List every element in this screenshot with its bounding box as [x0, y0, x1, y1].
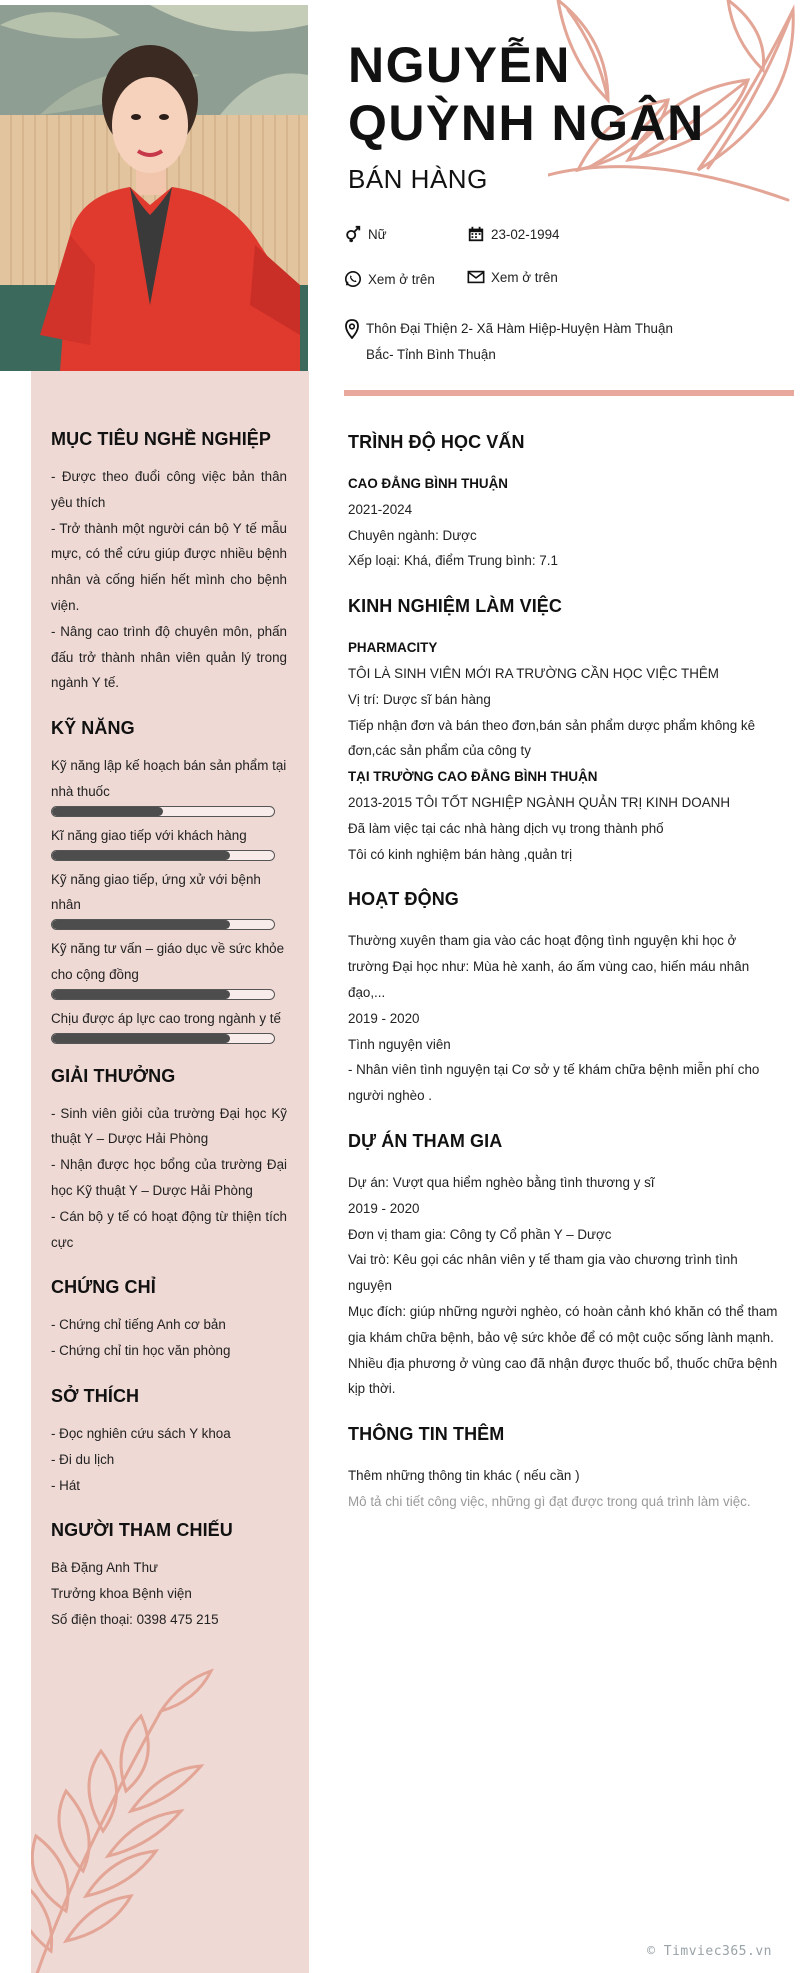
experience-line: TÔI LÀ SINH VIÊN MỚI RA TRƯỜNG CẦN HỌC VIỆC THÊM [348, 665, 719, 681]
hobbies-section [51, 1386, 287, 1498]
calendar-icon [467, 225, 485, 243]
skill-bar [51, 919, 275, 930]
job-position: BÁN HÀNG [348, 164, 488, 194]
references-section [51, 1520, 287, 1632]
section-title: THÔNG TIN THÊM [348, 1424, 505, 1445]
more-info-section [348, 1424, 778, 1515]
skill-bar-fill [52, 1034, 230, 1043]
skill-bar-fill [52, 851, 230, 860]
skill-name: Kỹ năng tư vấn – giáo dục về sức khỏe cho cộng đồng [51, 941, 285, 982]
skill-item [51, 867, 287, 931]
skill-name: Kĩ năng giao tiếp với khách hàng [51, 827, 247, 843]
skill-item [51, 753, 287, 817]
email-info [467, 268, 558, 286]
phone-info [344, 270, 435, 288]
award-line: - Sinh viên giỏi của trường Đại học Kỹ thuật Y – Dược Hải Phòng [51, 1105, 287, 1147]
more-info-placeholder: Mô tả chi tiết công việc, những gì đạt được trong quá trình làm việc. [348, 1493, 751, 1509]
reference-line: Số điện thoại: 0398 475 215 [51, 1611, 219, 1627]
section-title: NGƯỜI THAM CHIẾU [51, 1520, 233, 1541]
education-line: Xếp loại: Khá, điểm Trung bình: 7.1 [348, 553, 558, 569]
mail-icon [467, 268, 485, 286]
experience-line: Vị trí: Dược sĩ bán hàng [348, 691, 491, 707]
gender-text: Nữ [368, 226, 387, 242]
address-text: Thôn Đại Thiện 2- Xã Hàm Hiệp-Huyện Hàm Thuận Bắc- Tỉnh Bình Thuận [366, 321, 673, 362]
activity-line: - Nhân viên tình nguyện tại Cơ sở y tế khám chữa bệnh miễn phí cho người nghèo . [348, 1062, 760, 1104]
birthday-info [467, 225, 560, 243]
skill-bar [51, 989, 275, 1000]
skill-bar [51, 850, 275, 861]
project-line: Vai trò: Kêu gọi các nhân viên y tế tham gia vào chương trình tình nguyện [348, 1252, 738, 1294]
section-title: GIẢI THƯỞNG [51, 1065, 176, 1086]
left-sidebar [31, 371, 309, 1973]
company-name: PHARMACITY [348, 640, 438, 656]
awards-section [51, 1066, 287, 1256]
project-line: Dự án: Vượt qua hiểm nghèo bằng tình thương y sĩ [348, 1174, 655, 1190]
project-line: 2019 - 2020 [348, 1200, 420, 1216]
watermark-footer: © Timviec365.vn [647, 1944, 772, 1959]
section-title: HOẠT ĐỘNG [348, 889, 459, 910]
skill-item [51, 1006, 287, 1044]
award-line: - Nhận được học bổng của trường Đại học Kỹ thuật Y – Dược Hải Phòng [51, 1157, 287, 1198]
profile-photo [0, 5, 308, 371]
projects-section [348, 1131, 778, 1402]
project-line: Mục đích: giúp những người nghèo, có hoàn cảnh khó khăn có thể tham gia khám chữa bệnh, bảo vệ sức khỏe để có một cuộc sống lành mạnh. Nhiều địa phương ở vùng cao đã nhận được thuốc bổ, thuốc chữa bệnh kịp thời. [348, 1303, 778, 1397]
person-illustration [0, 5, 308, 371]
skills-section [51, 718, 287, 1043]
section-title: CHỨNG CHỈ [51, 1277, 156, 1298]
education-section [348, 432, 778, 574]
skill-bar-fill [52, 920, 230, 929]
skill-bar [51, 806, 275, 817]
location-pin-icon [344, 319, 360, 339]
activities-section [348, 889, 778, 1109]
objective-line: - Trở thành một người cán bộ Y tế mẫu mực, có thể cứu giúp được nhiều bệnh nhân và cống hiến hết mình cho bệnh viện. [51, 520, 287, 613]
experience-line: Tiếp nhận đơn và bán theo đơn,bán sản phẩm dược phẩm không kê đơn,các sản phẩm của công ty [348, 717, 756, 759]
more-info-line: Thêm những thông tin khác ( nếu cần ) [348, 1468, 580, 1484]
gender-icon [344, 225, 362, 243]
skill-bar-fill [52, 807, 163, 816]
certificate-line: - Chứng chỉ tiếng Anh cơ bản [51, 1317, 226, 1333]
activity-line: 2019 - 2020 [348, 1010, 420, 1026]
skill-bar-fill [52, 990, 230, 999]
school-name: CAO ĐẲNG BÌNH THUẬN [348, 476, 508, 491]
birthday-text: 23-02-1994 [491, 226, 560, 242]
certificates-section [51, 1277, 287, 1364]
education-line: 2021-2024 [348, 501, 413, 517]
certificate-line: - Chứng chỉ tin học văn phòng [51, 1343, 231, 1359]
email-text: Xem ở trên [491, 269, 558, 285]
main-content [348, 432, 778, 1537]
section-title: KỸ NĂNG [51, 718, 135, 739]
activity-line: Tình nguyện viên [348, 1036, 451, 1052]
skill-bar [51, 1033, 275, 1044]
section-title: DỰ ÁN THAM GIA [348, 1130, 503, 1151]
skill-item [51, 936, 287, 1000]
objective-section [51, 429, 287, 696]
skill-item [51, 823, 287, 861]
full-name-line2: QUỲNH NGÂN [348, 95, 705, 151]
project-line: Đơn vị tham gia: Công ty Cổ phần Y – Dược [348, 1226, 612, 1242]
experience-line: Đã làm việc tại các nhà hàng dịch vụ trong thành phố [348, 820, 664, 836]
section-title: MỤC TIÊU NGHỀ NGHIỆP [51, 429, 272, 449]
gender-info [344, 225, 387, 243]
section-title: SỞ THÍCH [51, 1385, 140, 1406]
hobby-line: - Đọc nghiên cứu sách Y khoa [51, 1425, 231, 1441]
company-name: TẠI TRƯỜNG CAO ĐẲNG BÌNH THUẬN [348, 769, 598, 785]
phone-icon [344, 270, 362, 288]
skill-name: Kỹ năng giao tiếp, ứng xử với bệnh nhân [51, 871, 261, 913]
experience-line: Tôi có kinh nghiệm bán hàng ,quản trị [348, 846, 573, 862]
objective-line: - Được theo đuổi công việc bản thân yêu thích [51, 469, 287, 510]
reference-line: Trưởng khoa Bệnh viện [51, 1586, 192, 1602]
hobby-line: - Đi du lịch [51, 1451, 115, 1467]
experience-section [348, 596, 778, 867]
award-line: - Cán bộ y tế có hoạt động từ thiện tích cực [51, 1208, 287, 1250]
skill-name: Chịu được áp lực cao trong ngành y tế [51, 1010, 281, 1026]
section-title: TRÌNH ĐỘ HỌC VẤN [348, 432, 525, 452]
full-name-line1: NGUYỄN [348, 37, 571, 93]
skill-name: Kỹ năng lập kế hoạch bán sản phẩm tại nhà thuốc [51, 758, 287, 799]
address-info [344, 316, 694, 368]
objective-line: - Nâng cao trình độ chuyên môn, phấn đấu trở thành nhân viên quản lý trong ngành Y tế. [51, 623, 287, 691]
name-block [348, 36, 788, 195]
reference-line: Bà Đặng Anh Thư [51, 1560, 158, 1576]
activity-line: Thường xuyên tham gia vào các hoạt động tình nguyện khi học ở trường Đại học như: Mùa hè xanh, áo ấm vùng cao, hiến máu nhân đạo,... [348, 933, 750, 1000]
section-title: KINH NGHIỆM LÀM VIỆC [348, 596, 563, 617]
hobby-line: - Hát [51, 1477, 81, 1493]
phone-text: Xem ở trên [368, 271, 435, 287]
header-divider [344, 390, 794, 396]
education-line: Chuyên ngành: Dược [348, 527, 477, 543]
decorative-leaf-icon [31, 1651, 251, 1973]
experience-line: 2013-2015 TÔI TỐT NGHIỆP NGÀNH QUẢN TRỊ KINH DOANH [348, 794, 730, 810]
